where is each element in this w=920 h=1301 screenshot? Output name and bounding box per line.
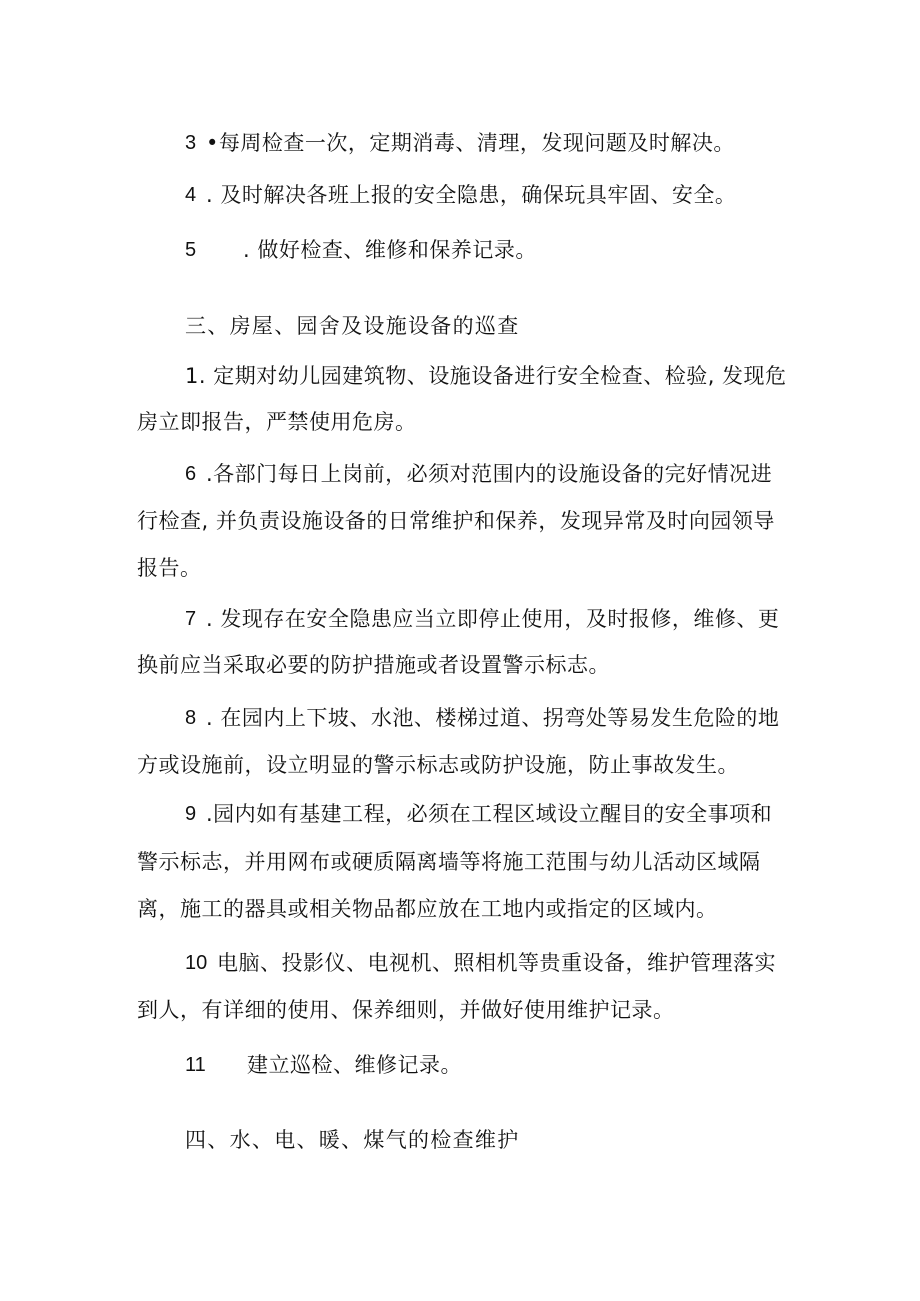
item-6-number: 6: [185, 463, 197, 485]
item-8-number: 8: [185, 707, 197, 729]
s3-item-1-line-2: 房立即报告，严禁使用危房。: [137, 410, 417, 434]
section-4-heading: 四、水、电、暖、煤气的检查维护: [185, 1128, 520, 1152]
item-9-line-2: 警示标志，并用网布或硬质隔离墙等将施工范围与幼儿活动区域隔: [137, 850, 761, 874]
item-4-text: . 及时解决各班上报的安全隐患，确保玩具牢固、安全。: [206, 183, 737, 207]
item-9-number: 9: [185, 803, 197, 825]
item-9-line-3: 离，施工的器具或相关物品都应放在工地内或指定的区域内。: [137, 897, 718, 921]
item-5-text: . 做好检查、维修和保养记录。: [243, 238, 537, 262]
item-11-number: 11: [185, 1054, 206, 1076]
item-3-text: •每周检查一次，定期消毒、清理，发现问题及时解决。: [206, 131, 735, 155]
item-11-text: 建立巡检、维修记录。: [247, 1053, 462, 1077]
item-6-line-1: .各部门每日上岗前，必须对范围内的设施设备的完好情况进: [206, 462, 773, 486]
item-6-line-2: 行检查, 并负责设施设备的日常维护和保养，发现异常及时向园领导: [137, 509, 775, 533]
item-8-line-2: 方或设施前，设立明显的警示标志或防护设施，防止事故发生。: [137, 753, 739, 777]
item-7-line-2: 换前应当采取必要的防护措施或者设置警示标志。: [137, 653, 610, 677]
section-3-heading: 三、房屋、园舍及设施设备的巡查: [185, 314, 520, 338]
item-7-line-1: . 发现存在安全隐患应当立即停止使用，及时报修，维修、更: [206, 607, 780, 631]
item-8-line-1: . 在园内上下坡、水池、楼梯过道、拐弯处等易发生危险的地: [206, 706, 780, 730]
item-10-line-2: 到人，有详细的使用、保养细则，并做好使用维护记录。: [137, 998, 675, 1022]
item-3-number: 3: [185, 132, 197, 154]
item-10-line-1: 电脑、投影仪、电视机、照相机等贵重设备，维护管理落实: [217, 951, 776, 975]
s3-item-1-line-1: 1. 定期对幼儿园建筑物、设施设备进行安全检查、检验, 发现危: [185, 364, 787, 388]
item-5-number: 5: [185, 239, 197, 261]
item-10-number: 10: [185, 952, 208, 974]
item-4-number: 4: [185, 184, 197, 206]
item-6-line-3: 报告。: [137, 556, 202, 580]
item-7-number: 7: [185, 608, 197, 630]
item-9-line-1: .园内如有基建工程，必须在工程区域设立醒目的安全事项和: [206, 802, 773, 826]
